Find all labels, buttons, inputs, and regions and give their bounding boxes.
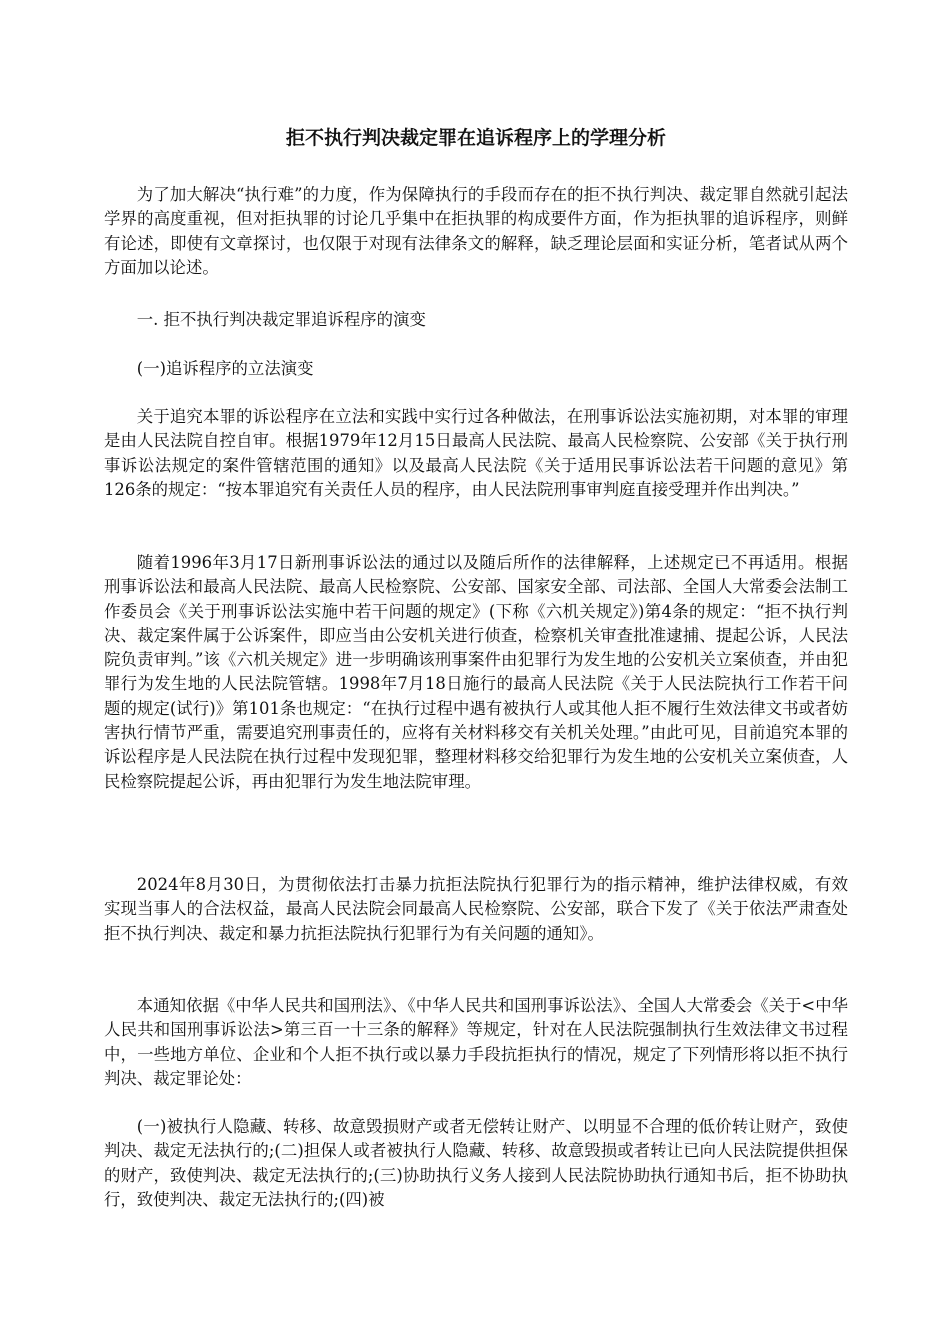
subsection-heading-1: (一)追诉程序的立法演变 xyxy=(136,359,314,378)
paragraph-notice-basis: 本通知依据《中华人民共和国刑法》、《中华人民共和国刑事诉讼法》、全国人大常委会《关于<中华人民共和国刑事诉讼法>第三百一十三条的解释》等规定，针对在人民法院强制执行生效法律文书过程中，一些地方单位、企业和个人拒不执行或以暴力手段抗拒执行的情况，规定了下列情形将以拒不执行判决、裁定罪论处： xyxy=(104,996,848,1088)
paragraph-current-procedure: 随着1996年3月17日新刑事诉讼法的通过以及随后所作的法律解释，上述规定已不再适用。根据刑事诉讼法和最高人民法院、最高人民检察院、公安部、国家安全部、司法部、全国人大常委会法制工作委员会《关于刑事诉讼法实施中若干问题的规定》(下称《六机关规定》)第4条的规定：“拒不执行判决、裁定案件属于公诉案件，即应当由公安机关进行侦查，检察机关审查批准逮捕、提起公诉，人民法院负责审判。”该《六机关规定》进一步明确该刑事案件由犯罪行为发生地的公安机关立案侦查，并由犯罪行为发生地的人民法院管辖。1998年7月18日施行的最高人民法院《关于人民法院执行工作若干问题的规定(试行)》第101条也规定：“在执行过程中遇有被执行人或其他人拒不履行生效法律文书或者妨害执行情节严重，需要追究刑事责任的，应将有关材料移交有关机关处理。”由此可见，目前追究本罪的诉讼程序是人民法院在执行过程中发现犯罪，整理材料移交给犯罪行为发生地的公安机关立案侦查，人民检察院提起公诉，再由犯罪行为发生地法院审理。 xyxy=(104,553,848,791)
paragraph-intro: 为了加大解决“执行难”的力度，作为保障执行的手段而存在的拒不执行判决、裁定罪自然就引起法学界的高度重视，但对拒执罪的讨论几乎集中在拒执罪的构成要件方面，作为拒执罪的追诉程序，则鲜有论述，即使有文章探讨，也仅限于对现有法律条文的解释，缺乏理论层面和实证分析，笔者试从两个方面加以论述。 xyxy=(104,185,848,277)
document-title: 拒不执行判决裁定罪在追诉程序上的学理分析 xyxy=(285,127,666,149)
paragraph-offense-list: (一)被执行人隐藏、转移、故意毁损财产或者无偿转让财产、以明显不合理的低价转让财产，致使判决、裁定无法执行的;(二)担保人或者被执行人隐藏、转移、故意毁损或者转让已向人民法院提供担保的财产，致使判决、裁定无法执行的;(三)协助执行义务人接到人民法院协助执行通知书后，拒不协助执行，致使判决、裁定无法执行的;(四)被 xyxy=(104,1117,848,1209)
paragraph-history: 关于追究本罪的诉讼程序在立法和实践中实行过各种做法，在刑事诉讼法实施初期，对本罪的审理是由人民法院自控自审。根据1979年12月15日最高人民法院、最高人民检察院、公安部《关于执行刑事诉讼法规定的案件管辖范围的通知》以及最高人民法院《关于适用民事诉讼法若干问题的意见》第126条的规定：“按本罪追究有关责任人员的程序，由人民法院刑事审判庭直接受理并作出判决。” xyxy=(104,407,848,499)
paragraph-2024-notice: 2024年8月30日，为贯彻依法打击暴力抗拒法院执行犯罪行为的指示精神，维护法律权威，有效实现当事人的合法权益，最高人民法院会同最高人民检察院、公安部，联合下发了《关于依法严肃查处拒不执行判决、裁定和暴力抗拒法院执行犯罪行为有关问题的通知》。 xyxy=(104,875,848,943)
section-heading-1: 一. 拒不执行判决裁定罪追诉程序的演变 xyxy=(136,310,426,329)
